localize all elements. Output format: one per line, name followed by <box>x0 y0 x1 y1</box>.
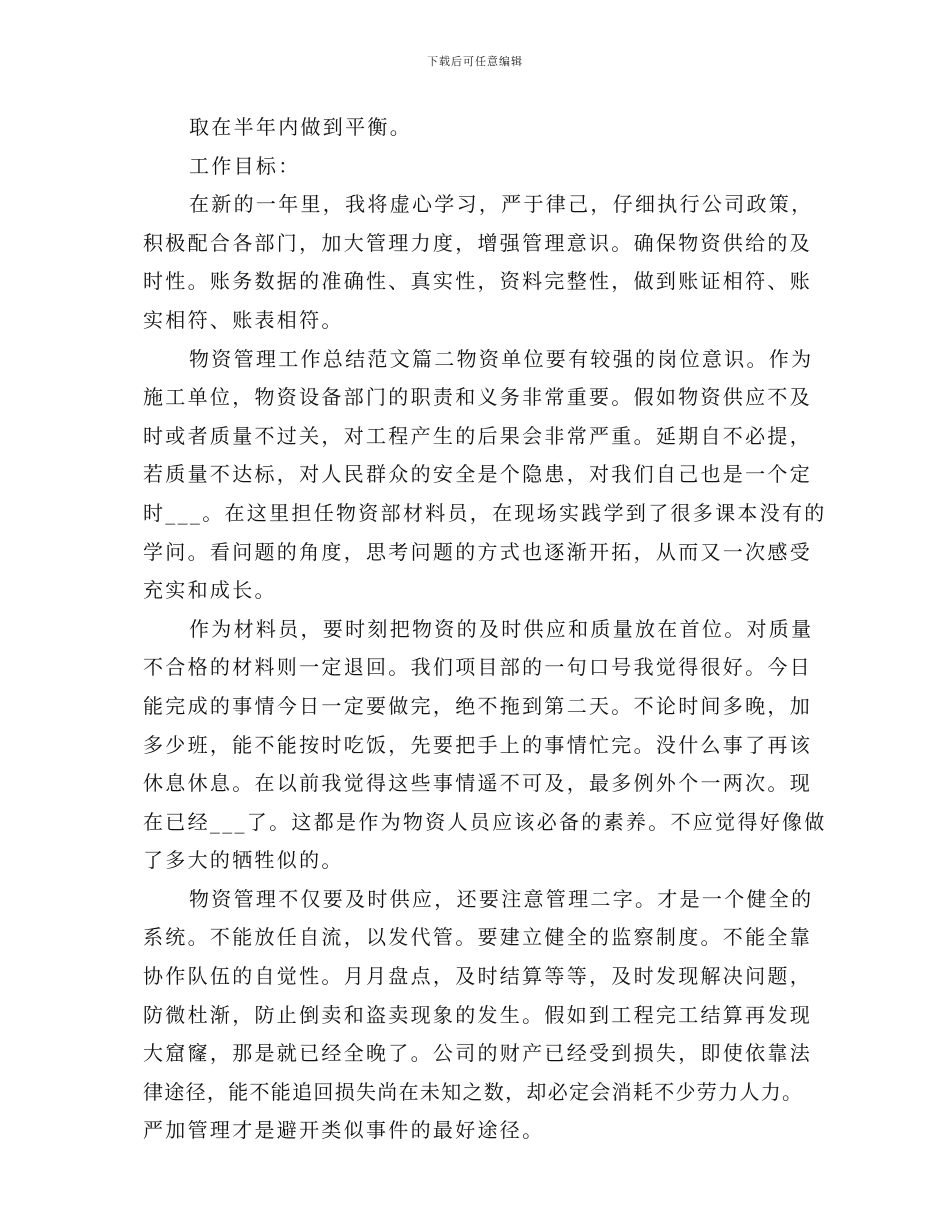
document-body <box>143 108 833 1150</box>
text-line: 防微杜渐，防止倒卖和盗卖现象的发生。假如到工程完工结算再发现 <box>143 1002 812 1027</box>
text-line: 施工单位，物资设备部门的职责和义务非常重要。假如物资供应不及 <box>143 385 812 410</box>
text-line: 时___。在这里担任物资部材料员，在现场实践学到了很多课本没有的 <box>143 500 827 525</box>
text-line: 积极配合各部门，加大管理力度，增强管理意识。确保物资供给的及 <box>143 230 812 255</box>
text-line: 作为材料员，要时刻把物资的及时供应和质量放在首位。对质量 <box>189 616 814 641</box>
text-line: 多少班，能不能按时吃饭，先要把手上的事情忙完。没什么事了再该 <box>143 732 812 757</box>
page-header: 下载后可任意编辑 <box>427 55 523 68</box>
text-line: 不合格的材料则一定退回。我们项目部的一句口号我觉得很好。今日 <box>143 655 812 680</box>
text-line: 取在半年内做到平衡。 <box>189 115 412 139</box>
text-line: 时性。账务数据的准确性、真实性，资料完整性，做到账证相符、账 <box>143 269 812 294</box>
text-line: 严加管理才是避开类似事件的最好途径。 <box>143 1118 545 1143</box>
text-line: 了多大的牺牲似的。 <box>143 848 344 873</box>
text-line: 律途径，能不能追回损失尚在未知之数，却必定会消耗不少劳力人力。 <box>143 1079 804 1104</box>
text-line: 系统。不能放任自流，以发代管。要建立健全的监察制度。不能全靠 <box>143 925 812 950</box>
text-line: 物资管理不仅要及时供应，还要注意管理二字。才是一个健全的 <box>189 886 814 911</box>
text-line: 休息休息。在以前我觉得这些事情遥不可及，最多例外个一两次。现 <box>143 771 812 796</box>
text-line: 工作目标： <box>189 153 301 178</box>
text-line: 充实和成长。 <box>143 578 277 603</box>
text-line: 时或者质量不过关，对工程产生的后果会非常严重。延期自不必提， <box>143 423 812 448</box>
text-line: 协作队伍的自觉性。月月盘点，及时结算等等，及时发现解决问题， <box>143 964 812 989</box>
text-line: 能完成的事情今日一定要做完，绝不拖到第二天。不论时间多晚，加 <box>143 693 812 718</box>
text-line: 若质量不达标，对人民群众的安全是个隐患，对我们自己也是一个定 <box>143 462 812 487</box>
text-line: 物资管理工作总结范文篇二物资单位要有较强的岗位意识。作为 <box>189 346 814 371</box>
text-line: 实相符、账表相符。 <box>143 307 344 332</box>
text-line: 大窟窿，那是就已经全晚了。公司的财产已经受到损失，即使依靠法 <box>143 1041 812 1066</box>
text-line: 学问。看问题的角度，思考问题的方式也逐渐开拓，从而又一次感受 <box>143 539 812 564</box>
text-line: 在新的一年里，我将虚心学习，严于律己，仔细执行公司政策， <box>189 192 814 217</box>
text-line: 在已经___了。这都是作为物资人员应该必备的素养。不应觉得好像做 <box>143 809 827 834</box>
